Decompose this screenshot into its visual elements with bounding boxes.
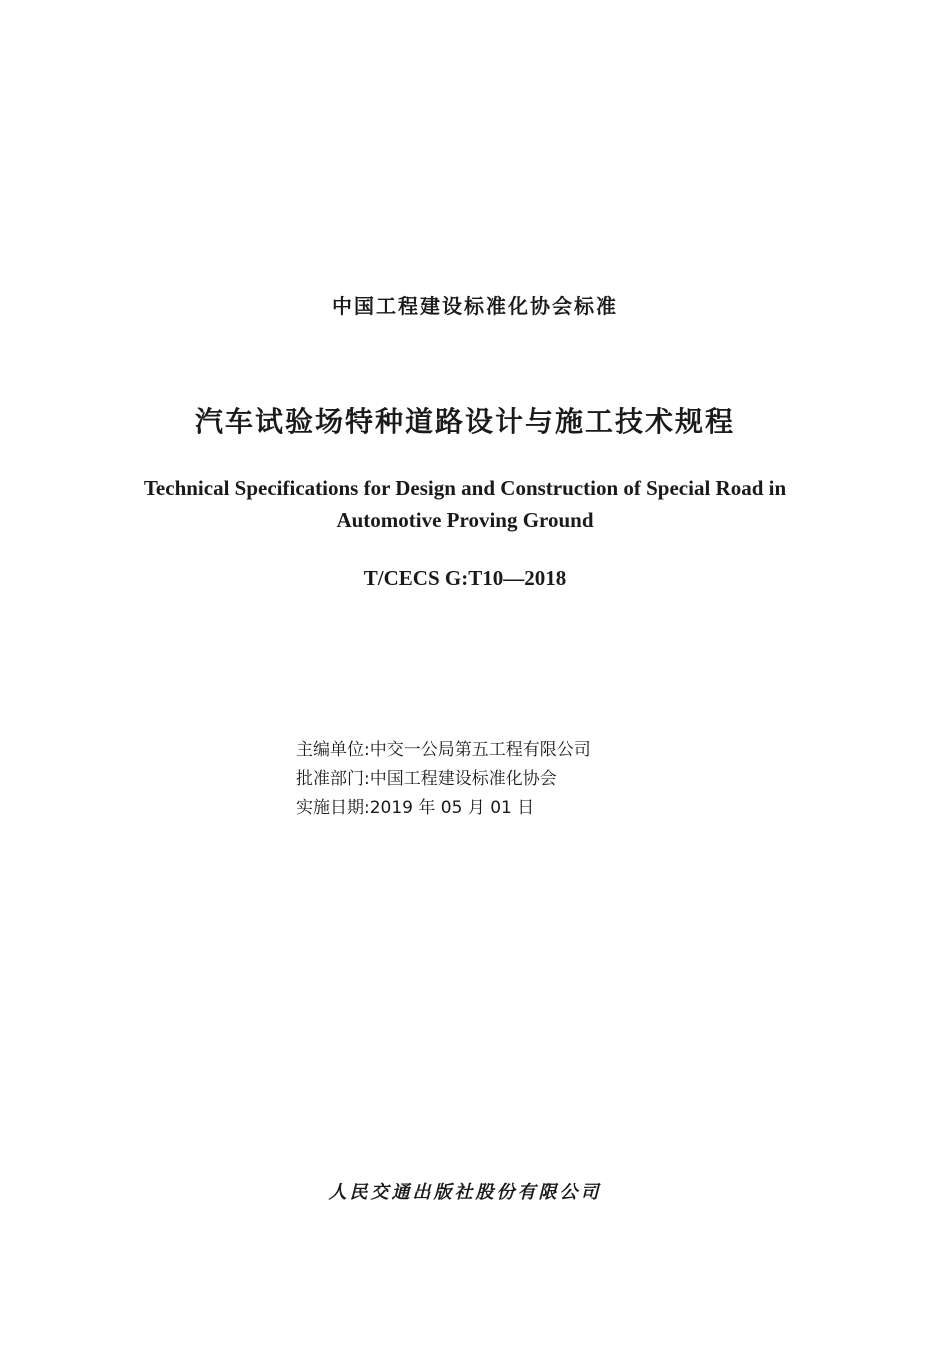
approval-department: 批准部门:中国工程建设标准化协会 bbox=[296, 769, 557, 789]
publisher-name: 人民交通出版社股份有限公司 bbox=[328, 1182, 602, 1203]
english-title bbox=[0, 472, 930, 536]
info-block bbox=[296, 736, 591, 823]
standard-number: T/CECS G:T10—2018 bbox=[363, 566, 567, 590]
effective-date: 实施日期:2019 年 05 月 01 日 bbox=[296, 798, 535, 818]
english-title-line-1: Technical Specifications for Design and Construction of Special Road in bbox=[143, 476, 787, 500]
editor-unit: 主编单位:中交一公局第五工程有限公司 bbox=[296, 740, 591, 760]
english-title-line-2: Automotive Proving Ground bbox=[336, 508, 594, 532]
series-title: 中国工程建设标准化协会标准 bbox=[332, 294, 618, 318]
chinese-title: 汽车试验场特种道路设计与施工技术规程 bbox=[194, 405, 735, 438]
